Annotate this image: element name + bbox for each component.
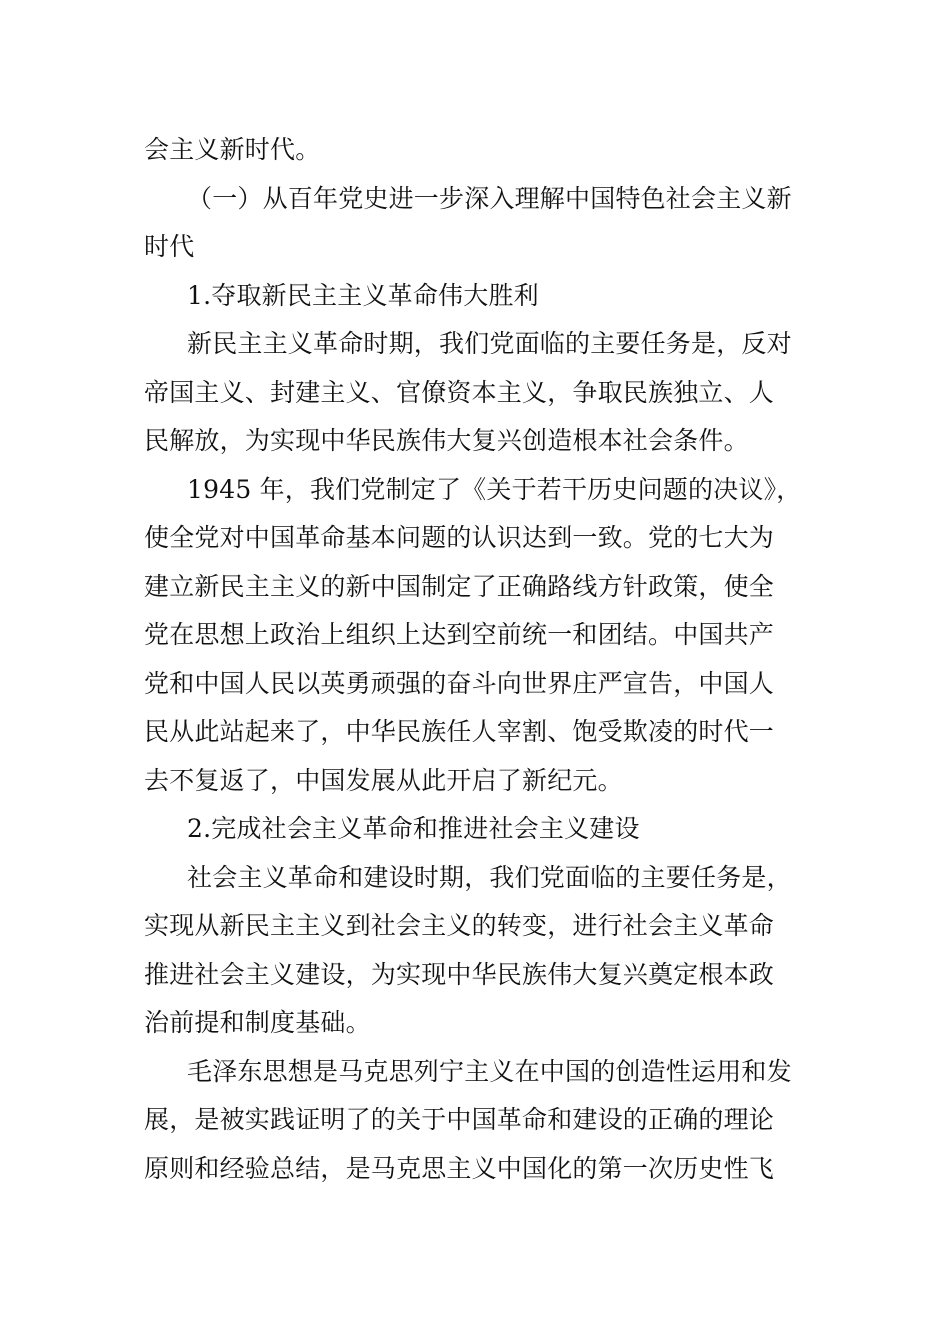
text-line: 1.夺取新民主主义革命伟大胜利 xyxy=(187,280,539,310)
text-line: 建立新民主主义的新中国制定了正确路线方针政策，使全 xyxy=(144,571,775,601)
text-line: 社会主义革命和建设时期，我们党面临的主要任务是， xyxy=(187,862,792,892)
text-line: （一）从百年党史进一步深入理解中国特色社会主义新 xyxy=(187,183,792,213)
text-line: 2.完成社会主义革命和推进社会主义建设 xyxy=(187,814,640,843)
text-line: 展，是被实践证明了的关于中国革命和建设的正确的理论 xyxy=(144,1105,775,1134)
text-line: 帝国主义、封建主义、官僚资本主义，争取民族独立、人 xyxy=(144,377,775,407)
text-line: 党在思想上政治上组织上达到空前统一和团结。中国共产 xyxy=(144,620,775,649)
text-line: 推进社会主义建设，为实现中华民族伟大复兴奠定根本政 xyxy=(144,959,775,989)
text-line: 1945 年，我们党制定了《关于若干历史问题的决议》， xyxy=(187,474,802,504)
text-line: 民从此站起来了，中华民族任人宰割、饱受欺凌的时代一 xyxy=(144,717,775,746)
text-line: 时代 xyxy=(144,232,195,261)
text-line: 民解放，为实现中华民族伟大复兴创造根本社会条件。 xyxy=(144,426,749,455)
text-line: 毛泽东思想是马克思列宁主义在中国的创造性运用和发 xyxy=(187,1056,792,1086)
document-body xyxy=(144,126,806,1193)
text-line: 实现从新民主主义到社会主义的转变，进行社会主义革命 xyxy=(144,911,775,940)
text-line: 使全党对中国革命基本问题的认识达到一致。党的七大为 xyxy=(144,523,775,552)
text-line: 党和中国人民以英勇顽强的奋斗向世界庄严宣告，中国人 xyxy=(144,668,775,698)
text-line: 原则和经验总结，是马克思主义中国化的第一次历史性飞 xyxy=(144,1153,775,1183)
text-line: 新民主主义革命时期，我们党面临的主要任务是，反对 xyxy=(187,329,792,358)
text-line: 会主义新时代。 xyxy=(144,135,321,164)
text-line: 去不复返了，中国发展从此开启了新纪元。 xyxy=(144,765,623,795)
text-line: 治前提和制度基础。 xyxy=(144,1008,371,1037)
